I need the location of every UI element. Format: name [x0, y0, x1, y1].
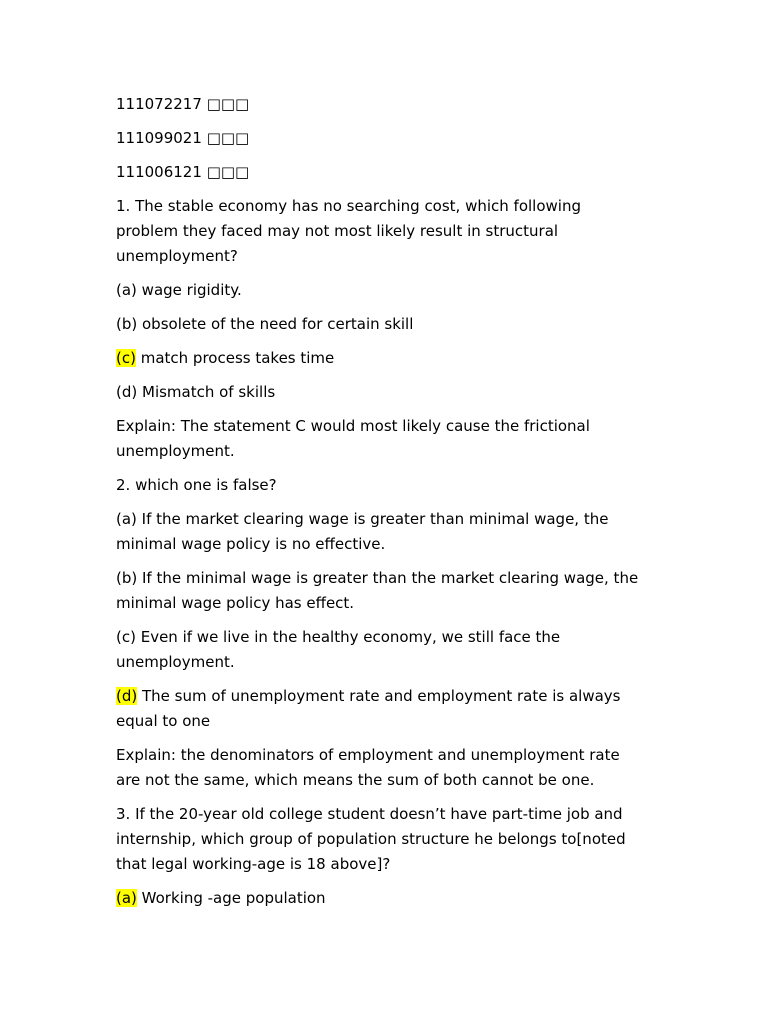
q2-option-b	[116, 566, 646, 616]
option-text: If the minimal wage is greater than the market clearing wage, the minimal wage policy has effect.	[116, 569, 639, 612]
option-letter: (b)	[116, 315, 138, 333]
option-text: match process takes time	[135, 349, 335, 367]
highlighted-answer-letter: (c)	[116, 349, 136, 367]
option-text: If the market clearing wage is greater than minimal wage, the minimal wage policy is no effective.	[116, 510, 609, 553]
q2-option-c	[116, 625, 646, 675]
option-text: obsolete of the need for certain skill	[137, 315, 414, 333]
option-letter: (b)	[116, 569, 138, 587]
option-text: Even if we live in the healthy economy, we still face the unemployment.	[116, 628, 561, 671]
option-text: The sum of unemployment rate and employment rate is always equal to one	[116, 687, 621, 730]
student-name: □□□	[206, 129, 250, 147]
student-id-number: 111072217	[116, 95, 202, 113]
option-letter: (a)	[116, 281, 137, 299]
student-id-line	[116, 126, 646, 151]
option-text: Mismatch of skills	[137, 383, 276, 401]
option-letter: (c)	[116, 628, 136, 646]
q1-option-a	[116, 278, 646, 303]
q2-explanation: Explain: the denominators of employment and unemployment rate are not the same, which means the sum of both cannot be one.	[116, 746, 620, 789]
student-id-line	[116, 92, 646, 117]
option-letter: (a)	[116, 510, 137, 528]
question-1: 1. The stable economy has no searching cost, which following problem they faced may not most likely result in structural unemployment?	[116, 197, 581, 265]
document-page	[116, 92, 646, 920]
q1-option-c	[116, 346, 646, 371]
student-id-line	[116, 160, 646, 185]
q1-option-b	[116, 312, 646, 337]
student-id-number: 111099021	[116, 129, 202, 147]
option-text: Working -age population	[136, 889, 326, 907]
highlighted-answer-letter: (a)	[116, 889, 137, 907]
q2-option-d	[116, 684, 646, 734]
option-letter: (d)	[116, 383, 138, 401]
student-name: □□□	[206, 95, 250, 113]
q1-explanation: Explain: The statement C would most likely cause the frictional unemployment.	[116, 417, 590, 460]
student-name: □□□	[206, 163, 250, 181]
highlighted-answer-letter: (d)	[116, 687, 138, 705]
question-3: 3. If the 20-year old college student doesn’t have part-time job and internship, which group of population structure he belongs to[noted that legal working-age is 18 above]?	[116, 805, 626, 873]
q2-option-a	[116, 507, 646, 557]
q3-option-a	[116, 886, 646, 911]
question-2: 2. which one is false?	[116, 476, 277, 494]
option-text: wage rigidity.	[136, 281, 242, 299]
q1-option-d	[116, 380, 646, 405]
student-id-number: 111006121	[116, 163, 202, 181]
